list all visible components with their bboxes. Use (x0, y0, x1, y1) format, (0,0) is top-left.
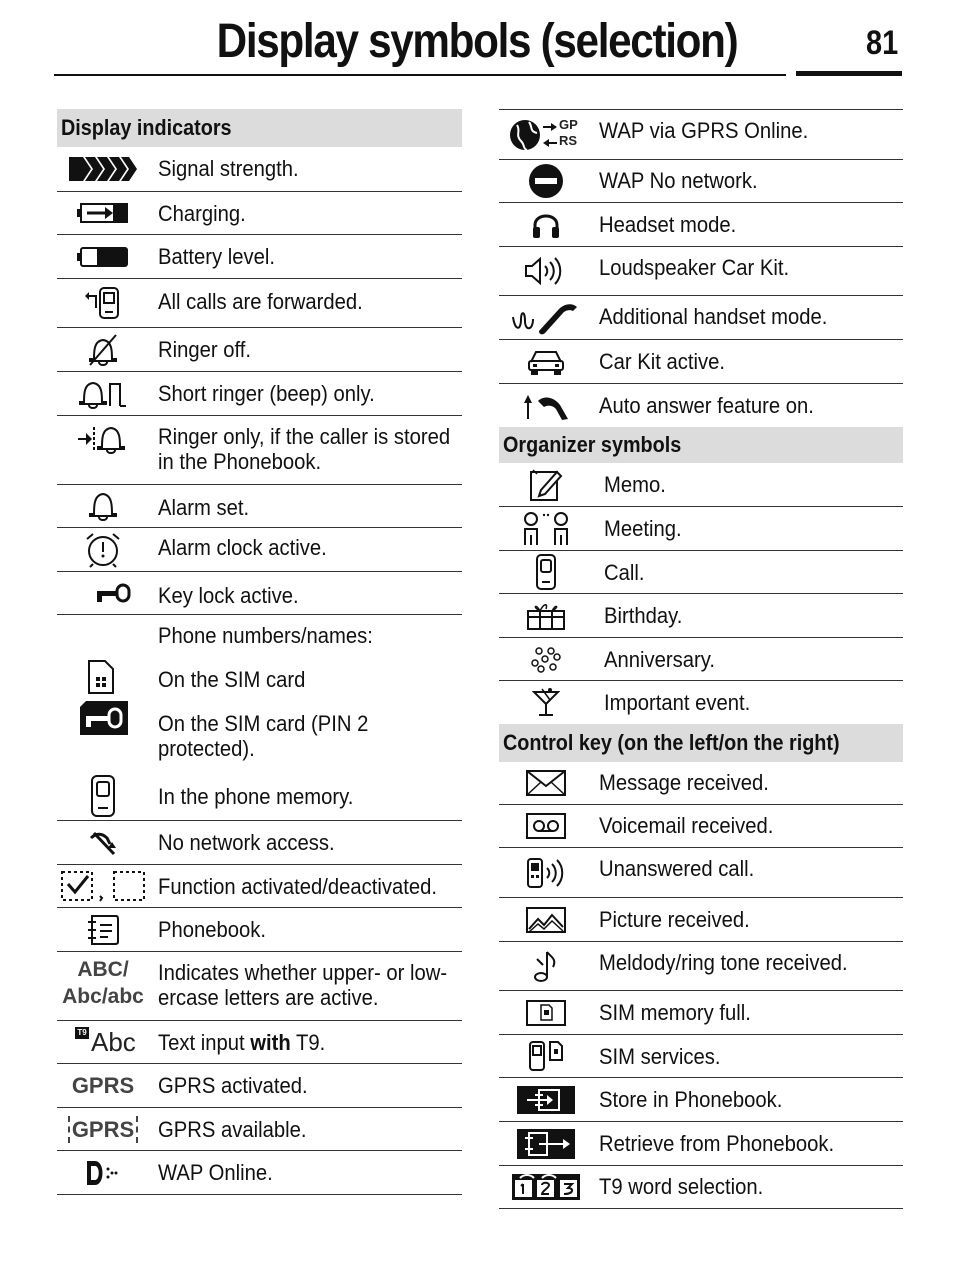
list-item-short-ringer (57, 372, 462, 416)
item-text: WAP Online. (158, 1160, 273, 1185)
item-text: Alarm clock active. (158, 535, 327, 560)
item-text: WAP No network. (599, 168, 758, 193)
list-item-message-received (499, 762, 903, 805)
list-item-key-lock (57, 572, 462, 615)
list-item-phone-numbers (57, 615, 462, 821)
melody-icon (499, 942, 593, 990)
item-text: Short ringer (beep) only. (158, 381, 375, 406)
item-text: Picture received. (599, 907, 750, 932)
ringer-off-icon (57, 328, 149, 371)
list-item-auto-answer (499, 384, 903, 427)
list-item-charging (57, 192, 462, 235)
item-text: WAP via GPRS Online. (599, 118, 809, 143)
item-text: Charging. (158, 201, 246, 226)
list-item-retrieve-phonebook (499, 1122, 903, 1166)
alarm-clock-icon (57, 528, 149, 571)
headset-icon (499, 203, 593, 246)
t9-selection-icon (499, 1166, 593, 1208)
display-indicators-column (57, 109, 462, 1195)
phone-numbers-heading: Phone numbers/names: (158, 623, 373, 648)
no-network-icon (57, 821, 149, 864)
call-icon (499, 551, 593, 593)
short-ringer-icon (57, 372, 149, 415)
list-item-store-phonebook (499, 1078, 903, 1122)
item-text: Meldody/ring tone received. (599, 950, 848, 975)
checkbox-icon (57, 865, 149, 907)
phonebook-icon (57, 908, 149, 951)
list-item-battery (57, 235, 462, 279)
item-text: No network access. (158, 830, 335, 855)
list-item-alarm-clock (57, 528, 462, 572)
list-item-additional-handset (499, 296, 903, 340)
section-heading-organizer: Organizer symbols (499, 427, 903, 463)
sim-pin2-text-line2: protected). (158, 736, 255, 761)
page-number-rule (796, 71, 902, 76)
list-item-alarm-set (57, 485, 462, 528)
calls-forwarded-icon (57, 279, 149, 327)
list-item-ringer-off (57, 328, 462, 372)
alarm-bell-icon (57, 485, 149, 527)
key-icon (57, 572, 149, 614)
phone-memory-icon (91, 775, 115, 817)
item-text: Function activated/deactivated. (158, 874, 438, 899)
item-text: Signal strength. (158, 156, 299, 181)
no-entry-icon (499, 160, 593, 202)
loudspeaker-icon (499, 247, 593, 295)
ringer-phonebook-icon (57, 416, 149, 462)
store-phonebook-icon (499, 1078, 593, 1121)
sim-services-icon (499, 1035, 593, 1077)
sim-pin2-text-line1: On the SIM card (PIN 2 (158, 711, 369, 736)
list-item-melody (499, 942, 903, 991)
item-text: Meeting. (604, 516, 682, 541)
retrieve-phonebook-icon (499, 1122, 593, 1165)
list-item-wap-no-network (499, 160, 903, 203)
anniversary-icon (499, 638, 593, 680)
item-text: Headset mode. (599, 212, 737, 237)
item-text: GPRS activated. (158, 1073, 308, 1098)
item-text: Additional handset mode. (599, 304, 828, 329)
item-text: Anniversary. (604, 647, 715, 672)
item-text: Auto answer feature on. (599, 393, 814, 418)
item-text: Memo. (604, 472, 666, 497)
car-icon (499, 340, 593, 383)
list-item-letter-case (57, 952, 462, 1021)
envelope-icon (499, 762, 593, 804)
list-item-memo (499, 463, 903, 507)
list-item-phonebook (57, 908, 462, 952)
item-text: Phonebook. (158, 917, 267, 942)
page-number: 81 (866, 24, 899, 62)
handset-icon (499, 296, 593, 339)
signal-strength-icon (57, 147, 149, 191)
letter-case-icon-line1: ABC/ (77, 958, 129, 981)
list-item-birthday (499, 594, 903, 638)
item-text-line1: Indicates whether upper- or low- (158, 960, 448, 985)
list-item-gprs-available (57, 1108, 462, 1151)
list-item-meeting (499, 507, 903, 551)
sim-pin2-icon (80, 701, 128, 735)
item-text: Battery level. (158, 244, 275, 269)
item-text: Loudspeaker Car Kit. (599, 255, 790, 280)
item-text: Ringer off. (158, 337, 252, 362)
item-text-line2: in the Phonebook. (158, 449, 322, 474)
list-item-unanswered-call (499, 848, 903, 898)
memo-icon (499, 463, 593, 506)
phone-memory-text: In the phone memory. (158, 784, 354, 809)
item-text: All calls are forwarded. (158, 289, 363, 314)
list-item-gprs-activated (57, 1064, 462, 1108)
item-text: Key lock active. (158, 583, 299, 608)
list-item-sim-services (499, 1035, 903, 1078)
voicemail-icon (499, 805, 593, 847)
list-item-voicemail (499, 805, 903, 848)
item-text: Alarm set. (158, 495, 250, 520)
list-item-t9-selection (499, 1166, 903, 1209)
list-item-wap-online (57, 1151, 462, 1195)
item-text: Call. (604, 560, 645, 585)
list-item-loudspeaker (499, 247, 903, 296)
list-item-anniversary (499, 638, 903, 681)
auto-answer-icon (499, 384, 593, 427)
battery-icon (57, 235, 149, 278)
gprs-available-icon: GPRS (57, 1108, 149, 1150)
item-text: Unanswered call. (599, 856, 755, 881)
list-item-headset (499, 203, 903, 247)
list-item-t9-input (57, 1021, 462, 1064)
wap-gprs-icon (499, 110, 593, 159)
wap-gprs-icon-text2: RS (559, 132, 578, 148)
picture-icon (499, 898, 593, 941)
list-item-important-event (499, 681, 903, 724)
charging-icon (57, 192, 149, 234)
section-heading-display-indicators: Display indicators (57, 109, 462, 147)
gprs-activated-icon: GPRS (71, 1073, 135, 1098)
list-item-picture-received (499, 898, 903, 942)
right-column (499, 109, 903, 1209)
list-item-call (499, 551, 903, 594)
t9-badge: T9 (75, 1027, 89, 1039)
t9-input-icon (57, 1021, 149, 1063)
item-text: Car Kit active. (599, 349, 725, 374)
item-text: T9 word selection. (599, 1174, 764, 1199)
important-event-icon (499, 681, 593, 724)
birthday-icon (499, 594, 593, 637)
list-item-no-network (57, 821, 462, 865)
list-item-wap-gprs (499, 109, 903, 160)
letter-case-icon-line2: Abc/abc (62, 985, 144, 1008)
meeting-icon (499, 507, 593, 550)
item-text: Important event. (604, 690, 751, 715)
list-item-calls-forwarded (57, 279, 462, 328)
item-text-line1: Ringer only, if the caller is stored (158, 424, 451, 449)
list-item-signal-strength (57, 147, 462, 192)
item-text: Store in Phonebook. (599, 1087, 783, 1112)
sim-full-icon (499, 991, 593, 1034)
list-item-ringer-phonebook (57, 416, 462, 485)
item-text: SIM services. (599, 1044, 721, 1069)
item-text: Message received. (599, 770, 769, 795)
unanswered-call-icon (499, 848, 593, 897)
wap-online-icon (57, 1151, 149, 1194)
list-item-function-toggle (57, 865, 462, 908)
list-item-sim-full (499, 991, 903, 1035)
sim-card-icon (87, 659, 115, 695)
item-text: Retrieve from Phonebook. (599, 1131, 835, 1156)
t9-abc-text: Abc (91, 1027, 136, 1057)
item-text: Birthday. (604, 603, 683, 628)
item-text: SIM memory full. (599, 1000, 751, 1025)
list-item-car-kit (499, 340, 903, 384)
wap-gprs-icon-text1: GP (559, 116, 578, 132)
item-text-line2: ercase letters are active. (158, 985, 379, 1010)
letter-case-icon (57, 952, 149, 1010)
item-text: GPRS available. (158, 1117, 307, 1142)
sim-card-text: On the SIM card (158, 667, 306, 692)
page-title: Display symbols (selection) (216, 15, 738, 68)
item-text: Text input with T9. (158, 1030, 326, 1055)
section-heading-control-key: Control key (on the left/on the right) (499, 724, 903, 762)
title-rule (54, 74, 786, 76)
item-text: Voicemail received. (599, 813, 774, 838)
